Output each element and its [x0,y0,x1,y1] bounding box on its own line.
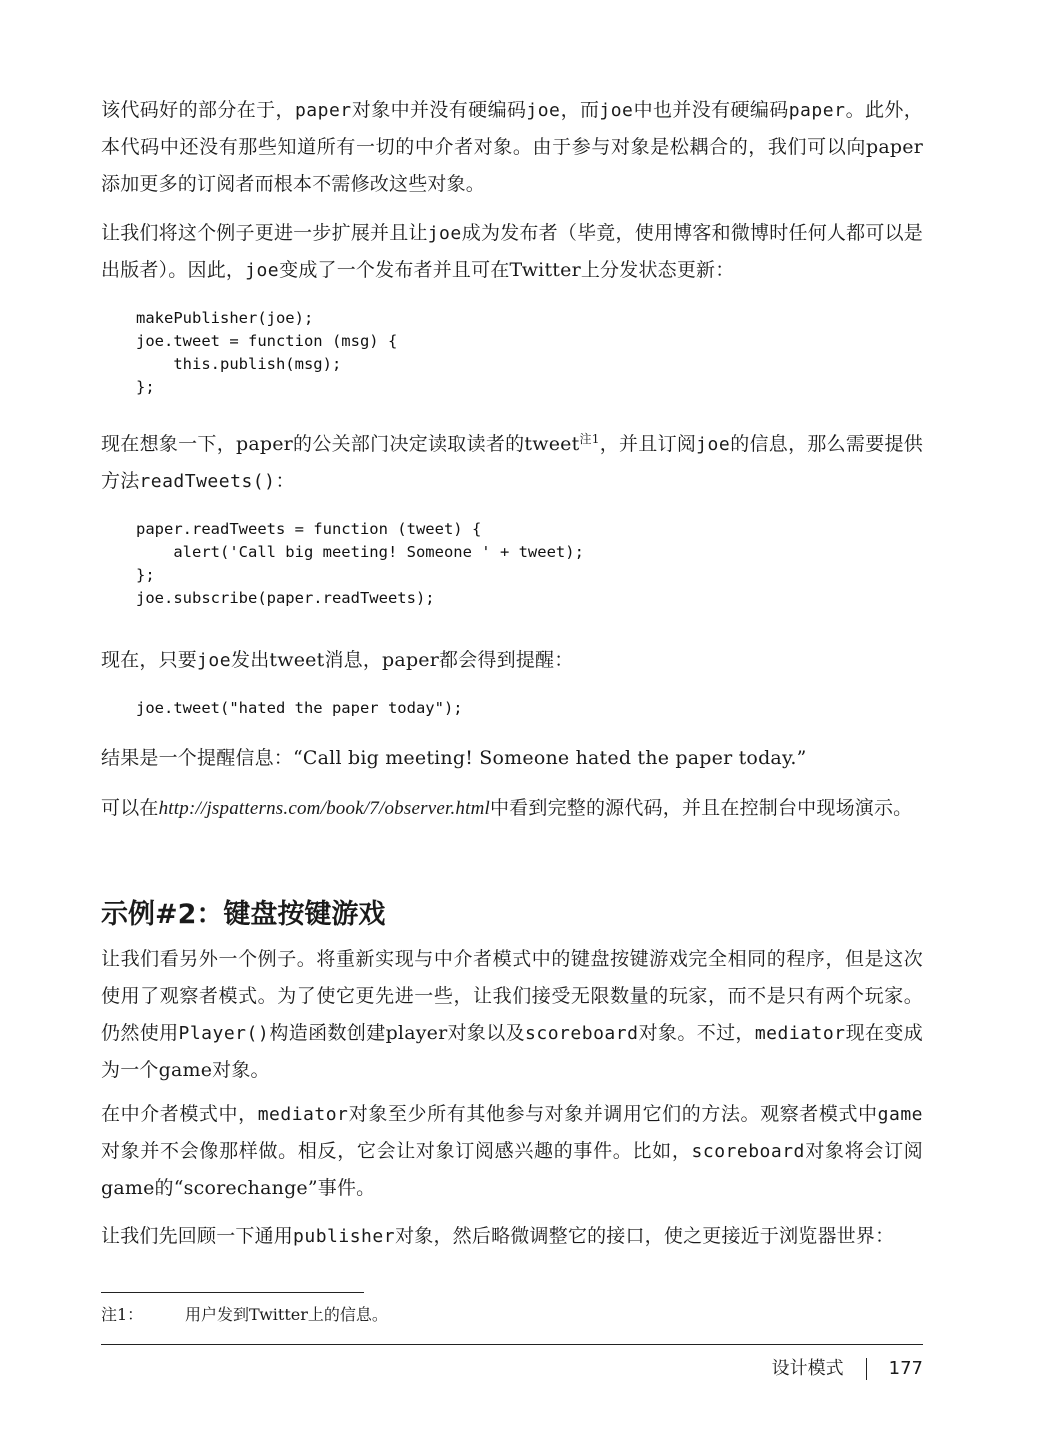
footnote-text: 用户发到Twitter上的信息。 [185,1305,388,1324]
paragraph-4: 现在，只要joe发出tweet消息，paper都会得到提醒： [101,649,574,671]
paragraph-3: 现在想象一下，paper的公关部门决定读取读者的tweet$^{注1}$，并且订阅joe的信息，那么需要提供方法readTweets()： [101,432,923,492]
paragraph-8: 在中介者模式中，mediator对象至少所有其他参与对象并调用它们的方法。观察者模式中game对象并不会像那样做。相反，它会让对象订阅感兴趣的事件。比如，scoreboard对象将会订阅game的“scorechange”事件。 [101,1103,923,1199]
paragraph-1: 该代码好的部分在于，paper对象中并没有硬编码joe，而joe中也并没有硬编码paper。此外，本代码中还没有那些知道所有一切的中介者对象。由于参与对象是松耦合的，我们可以向paper添加更多的订阅者而根本不需修改这些对象。 [101,99,923,195]
paragraph-9: 让我们先回顾一下通用publisher对象，然后略微调整它的接口，使之更接近于浏览器世界： [101,1225,895,1247]
source-url: http://jspatterns.com/book/7/observer.html [158,798,490,819]
footnote-ref: 注1 [579,432,600,446]
paragraph-5: 结果是一个提醒信息：“Call big meeting! Someone hated the paper today.” [101,747,807,769]
paragraph-2: 让我们将这个例子更进一步扩展并且让joe成为发布者（毕竟，使用博客和微博时任何人都可以是出版者）。因此，joe变成了一个发布者并且可在Twitter上分发状态更新： [101,222,923,281]
footnote-label: 注1： [101,1305,144,1324]
footnote-divider [101,1292,364,1293]
footer-separator [866,1358,867,1380]
paragraph-7: 让我们看另外一个例子。将重新实现与中介者模式中的键盘按键游戏完全相同的程序，但是这次使用了观察者模式。为了使它更先进一些，让我们接受无限数量的玩家，而不是只有两个玩家。仍然使用Player()构造函数创建player对象以及scoreboard对象。不过，mediator现在变成为一个game对象。 [101,948,923,1081]
page-number: 177 [888,1358,923,1379]
code-block-read-tweets: paper.readTweets = function (tweet) { alert('Call big meeting! Someone ' + tweet); }; joe.subscribe(paper.readTweets); [136,520,584,607]
section-heading: 示例#2：键盘按键游戏 [101,899,386,930]
footer-section-title: 设计模式 [771,1358,844,1379]
footer-divider [101,1344,923,1345]
code-block-tweet: joe.tweet("hated the paper today"); [136,699,463,717]
code-block-make-publisher: makePublisher(joe); joe.tweet = function (msg) { this.publish(msg); }; [136,309,398,396]
page-footer [772,1354,923,1384]
paragraph-6: 可以在http://jspatterns.com/book/7/observer.html中看到完整的源代码，并且在控制台中现场演示。 [101,797,913,819]
